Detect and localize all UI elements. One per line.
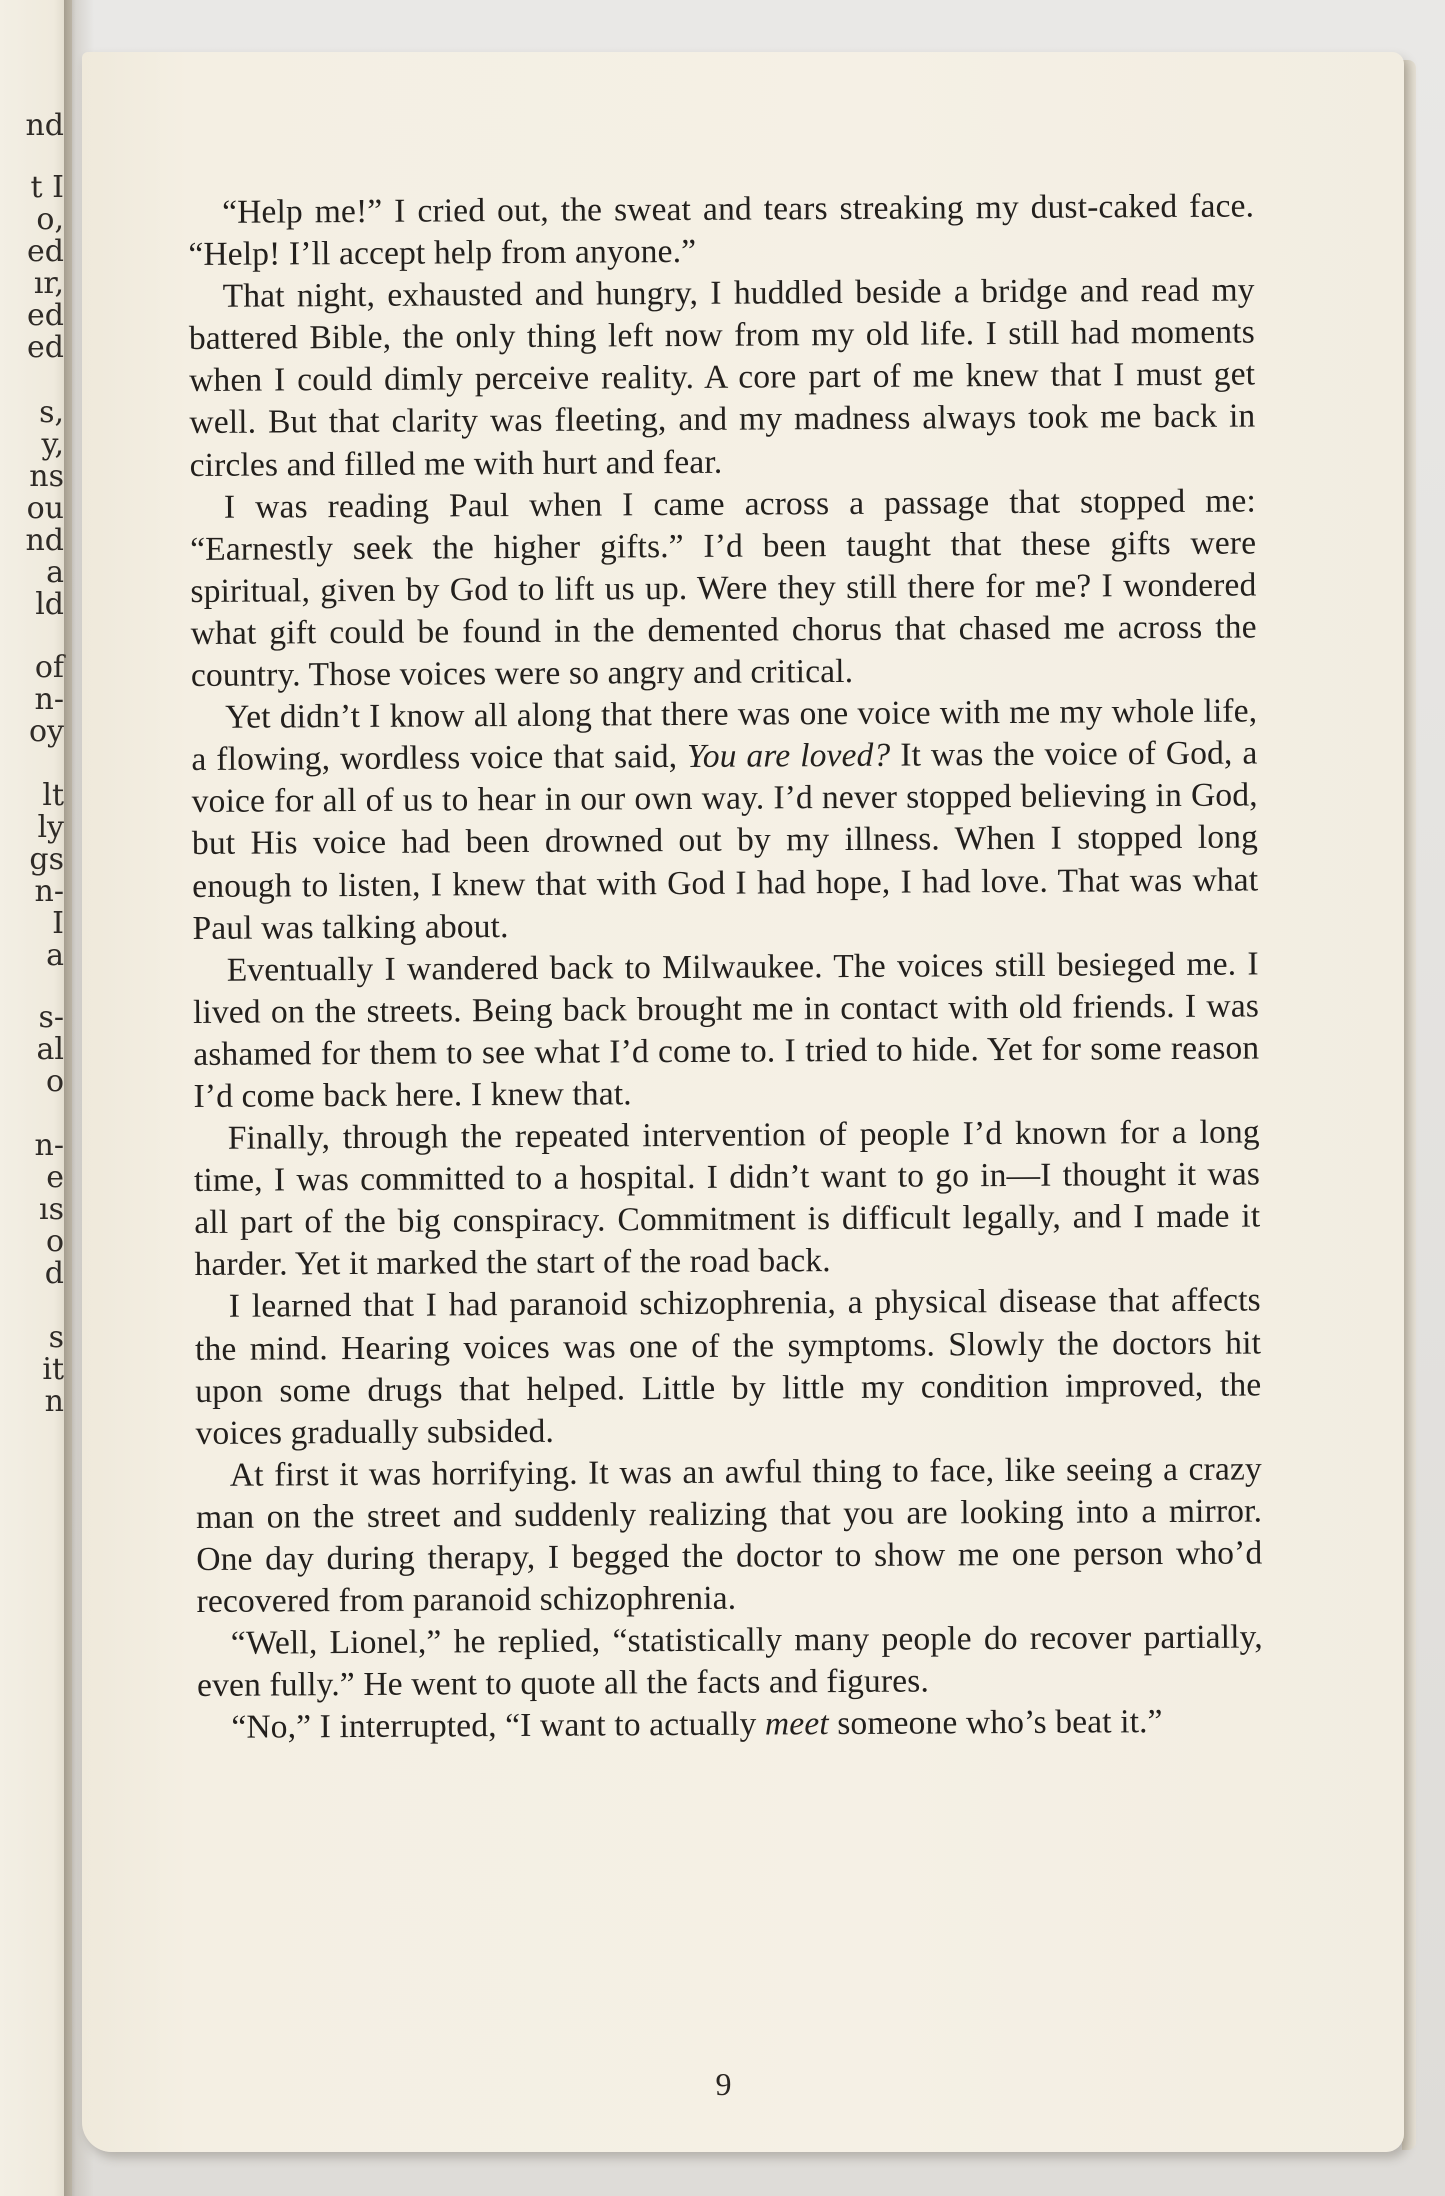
- left-page-fragment: ıs: [39, 1192, 64, 1227]
- text-run: Eventually I wandered back to Milwaukee. The voices still besieged me. I lived on the streets. Being back brought me in contact with old friends. I was ashamed for them to see what I’d come to. I tried to hide. Yet for some reason I’d come back here. I knew that.: [192, 945, 1260, 1115]
- left-page-fragment: I: [52, 906, 64, 941]
- page-number: [0, 2066, 1445, 2103]
- left-page-fragment: of: [34, 650, 64, 685]
- left-page-fragment: t I: [30, 170, 64, 205]
- left-page-fragment: nd: [25, 108, 64, 143]
- italic-text: You are loved?: [686, 736, 891, 776]
- left-page-fragment: o: [45, 1064, 64, 1099]
- left-page-fragment: ed: [27, 234, 64, 269]
- left-page-fragment: n-: [34, 682, 64, 717]
- paragraph-9: [197, 1617, 1263, 1708]
- left-page-fragment: s,: [39, 395, 64, 430]
- paragraph-4: [191, 691, 1259, 950]
- left-page-fragment: ed: [27, 298, 64, 333]
- left-page-fragment: o: [45, 1224, 64, 1259]
- left-page-fragment: n-: [34, 1128, 64, 1163]
- text-run: “Well, Lionel,” he replied, “statistically many people do recover partially, even fully.” He went to quote all the facts and figures.: [197, 1618, 1263, 1705]
- page-stack-edge: [1402, 60, 1416, 2150]
- paragraph-8: [196, 1448, 1263, 1623]
- left-page-fragment: y,: [41, 427, 64, 462]
- left-page-fragment: n: [44, 1384, 64, 1419]
- text-run: “Help me!” I cried out, the sweat and tears streaking my dust-caked face. “Help! I’ll accept help from anyone.”: [188, 187, 1255, 274]
- text-run: Yet didn’t I know all along that there was one voice with me my whole life, a flowing, wordless voice that said,: [191, 692, 1258, 779]
- text-run: It was the voice of God, a voice for all of us to hear in our own way. I’d never stopped believing in God, but His voice had been drowned out by my illness. When I stopped long enough to listen, I knew that with God I had hope, I had love. That was what Paul was talking about.: [191, 734, 1259, 947]
- left-page-fragment: ld: [35, 587, 64, 622]
- left-page-fragment: oy: [28, 714, 64, 749]
- text-run: That night, exhausted and hungry, I huddled beside a bridge and read my battered Bible, the only thing left now from my old life. I still had moments when I could dimly perceive reality. A core part of me knew that I must get well. But that clarity was fleeting, and my madness always took me back in circles and filled me with hurt and fear.: [188, 271, 1256, 484]
- left-page-fragment: a: [46, 555, 64, 590]
- left-page-fragment: ır,: [33, 266, 64, 301]
- left-page-fragment: o,: [36, 202, 64, 237]
- paragraph-5: [193, 943, 1260, 1118]
- text-run: I was reading Paul when I came across a passage that stopped me: “Earnestly seek the higher gifts.” I’d been taught that these gifts were spiritual, given by God to lift us up. Were they still there for me? I wondered what gift could be found in the demented chorus that chased me across the country. Those voices were so angry and critical.: [190, 482, 1257, 695]
- left-page-fragment: it: [42, 1352, 64, 1387]
- left-page-fragment: al: [36, 1032, 64, 1067]
- left-page-fragment: e: [46, 1160, 64, 1195]
- italic-text: meet: [764, 1705, 829, 1743]
- text-run: Finally, through the repeated intervention of people I’d known for a long time, I was committed to a hospital. I didn’t want to go in—I thought it was all part of the big conspiracy. Commitment is difficult legally, and I made it harder. Yet it marked the start of the road back.: [193, 1113, 1261, 1284]
- text-run: At first it was horrifying. It was an awful thing to face, like seeing a crazy man on the street and suddenly realizing that you are looking into a mirror. One day during therapy, I begged the doctor to show me one person who’d recovered from paranoid schizophrenia.: [195, 1450, 1263, 1621]
- text-run: “No,” I interrupted, “I want to actually: [231, 1705, 766, 1747]
- paragraph-6: [194, 1112, 1261, 1287]
- left-page-fragment: ed: [27, 330, 64, 365]
- left-page-fragment: lt: [42, 778, 64, 813]
- body-text: [188, 185, 1263, 1749]
- left-page-fragment: gs: [29, 842, 64, 877]
- paragraph-10: [197, 1701, 1263, 1750]
- paragraph-3: [190, 480, 1257, 697]
- left-page-fragment: ou: [26, 491, 64, 526]
- paragraph-2: [189, 270, 1256, 487]
- left-page-fragment: d: [44, 1256, 64, 1291]
- left-page-fragment: a: [46, 938, 64, 973]
- text-run: someone who’s beat it.”: [828, 1703, 1163, 1743]
- text-run: I learned that I had paranoid schizophrenia, a physical disease that affects the mind. Hearing voices was one of the symptoms. Slowly the doctors hit upon some drugs that helped. Little by little my condition improved, the voices gradually subsided.: [194, 1281, 1262, 1452]
- paragraph-7: [195, 1280, 1262, 1455]
- left-facing-page: [0, 0, 72, 2196]
- left-page-fragment: ly: [37, 810, 64, 845]
- left-page-fragment: ns: [29, 459, 64, 494]
- left-page-fragment: s: [48, 1320, 64, 1355]
- left-page-fragment: s-: [38, 1000, 64, 1035]
- left-page-fragment: n-: [34, 874, 64, 909]
- paragraph-1: [188, 185, 1254, 276]
- left-page-fragment: nd: [25, 523, 64, 558]
- page-number-text: 9: [715, 2066, 732, 2102]
